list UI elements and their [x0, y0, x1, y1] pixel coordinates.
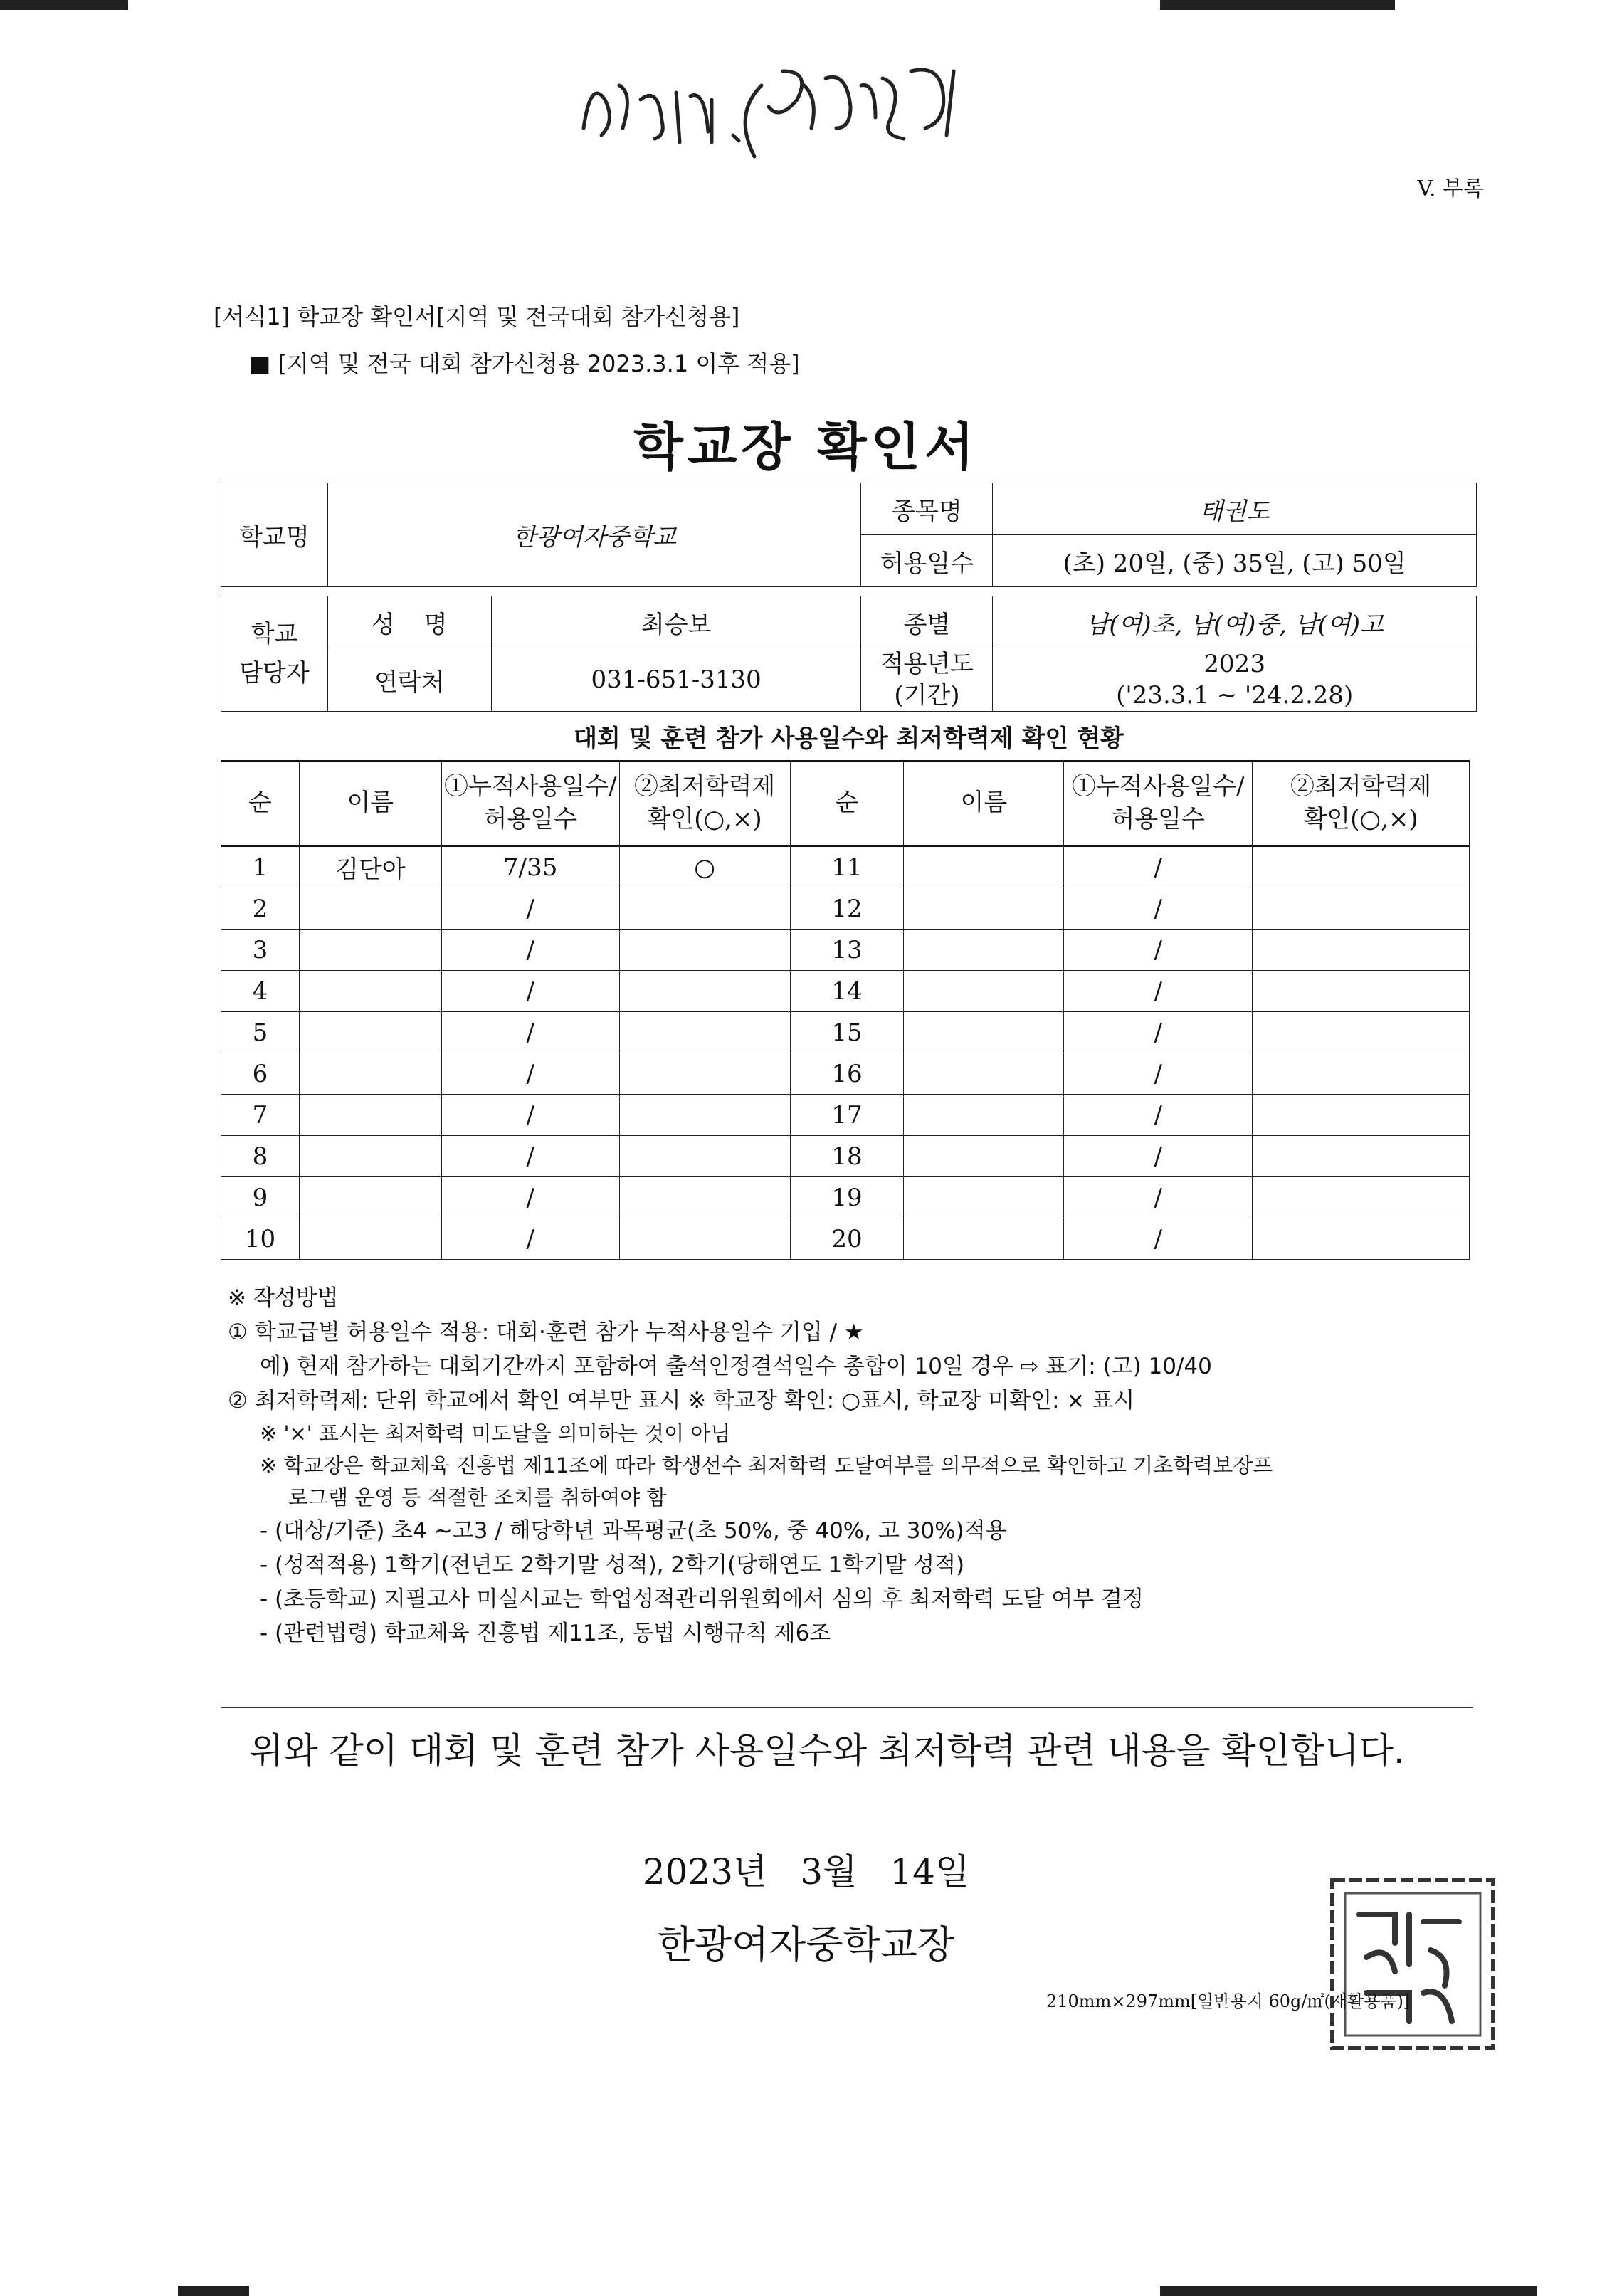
record-check [619, 1012, 790, 1053]
allowed-days-label: 허용일수 [861, 535, 993, 587]
record-no: 4 [221, 971, 300, 1012]
record-no: 20 [790, 1218, 904, 1260]
record-days: / [1064, 1095, 1253, 1136]
header-no: 순 [221, 762, 300, 846]
record-check [1253, 971, 1470, 1012]
allowed-days-value: (초) 20일, (중) 35일, (고) 50일 [993, 535, 1477, 587]
record-check [1253, 1218, 1470, 1260]
scan-edge-top-right [1160, 0, 1395, 10]
table-row [221, 971, 1470, 1012]
record-no: 5 [221, 1012, 300, 1053]
contact-label: 연락처 [327, 648, 491, 712]
record-no: 12 [790, 888, 904, 930]
record-check [1253, 888, 1470, 930]
event-label: 종목명 [861, 483, 993, 535]
principal-name: 한광여자중학교장 [657, 1922, 955, 1967]
record-days: / [441, 888, 619, 930]
table-row [221, 1053, 1470, 1095]
school-value: 한광여자중학교 [327, 483, 861, 587]
record-days: / [1064, 1177, 1253, 1218]
contact-value: 031-651-3130 [491, 648, 861, 712]
header-name: 이름 [299, 762, 441, 846]
record-name [904, 1218, 1064, 1260]
table-row [221, 1095, 1470, 1136]
record-no: 3 [221, 930, 300, 971]
record-days: / [1064, 846, 1253, 888]
record-check [619, 930, 790, 971]
table-row [221, 930, 1470, 971]
record-name [904, 1095, 1064, 1136]
record-check [1253, 1136, 1470, 1177]
record-no: 17 [790, 1095, 904, 1136]
status-title: 대회 및 훈련 참가 사용일수와 최저학력제 확인 현황 [574, 725, 1124, 753]
record-name [904, 1053, 1064, 1095]
notes-title: ※ 작성방법 [228, 1285, 339, 1311]
scan-edge-bottom-right [1160, 2286, 1537, 2296]
confirmation-text: 위와 같이 대회 및 훈련 참가 사용일수와 최저학력 관련 내용을 확인합니다. [249, 1730, 1405, 1771]
record-no: 14 [790, 971, 904, 1012]
header-days-2: ①누적사용일수/ 허용일수 [1064, 762, 1253, 846]
paper-spec: 210mm×297mm[일반용지 60g/㎡(재활용품)] [1046, 1991, 1411, 2011]
document-title: 학교장 확인서 [633, 417, 979, 477]
year-cell [993, 648, 1477, 712]
gender-label: 종별 [861, 596, 993, 648]
issue-date: 2023년 3월 14일 [642, 1851, 970, 1892]
record-name [299, 930, 441, 971]
record-no: 16 [790, 1053, 904, 1095]
record-days: / [1064, 1053, 1253, 1095]
record-days: / [1064, 1012, 1253, 1053]
record-name [904, 1177, 1064, 1218]
name-value: 최승보 [491, 596, 861, 648]
record-no: 13 [790, 930, 904, 971]
record-name [299, 1136, 441, 1177]
record-name [299, 888, 441, 930]
record-days: / [441, 1053, 619, 1095]
record-check [619, 1053, 790, 1095]
event-value: 태권도 [993, 483, 1477, 535]
header-check-2: ②최저학력제 확인(○,×) [1253, 762, 1470, 846]
scan-edge-bottom-left [178, 2286, 249, 2296]
manager-label: 학교 담당자 [221, 596, 328, 712]
record-name [299, 1177, 441, 1218]
record-days: / [1064, 971, 1253, 1012]
record-name [904, 846, 1064, 888]
official-seal [1324, 1872, 1502, 2057]
record-name [904, 1012, 1064, 1053]
record-check [619, 1095, 790, 1136]
record-days: / [441, 1095, 619, 1136]
record-check [619, 971, 790, 1012]
record-check [1253, 1012, 1470, 1053]
records-header-row [221, 762, 1470, 846]
record-no: 9 [221, 1177, 300, 1218]
record-no: 11 [790, 846, 904, 888]
table-row [221, 846, 1470, 888]
table-row [221, 1012, 1470, 1053]
record-check [619, 1136, 790, 1177]
header-name-2: 이름 [904, 762, 1064, 846]
notes-line-5: ※ 학교장은 학교체육 진흥법 제11조에 따라 학생선수 최저학력 도달여부를 의무적으로 확인하고 기초학력보장프 [260, 1453, 1273, 1478]
record-name [904, 971, 1064, 1012]
notes-line-1: ① 학교급별 허용일수 적용: 대회·훈련 참가 누적사용일수 기입 / ★ [228, 1320, 864, 1346]
record-days: / [441, 930, 619, 971]
notes-line-6: 로그램 운영 등 적절한 조치를 취하여야 함 [288, 1485, 667, 1510]
notes-line-10: - (관련법령) 학교체육 진흥법 제11조, 동법 시행규칙 제6조 [260, 1621, 831, 1647]
appendix-label: V. 부록 [1417, 177, 1484, 201]
record-days: / [441, 1177, 619, 1218]
record-days: / [441, 1012, 619, 1053]
record-no: 2 [221, 888, 300, 930]
record-check: ○ [619, 846, 790, 888]
header-days: ①누적사용일수/ 허용일수 [441, 762, 619, 846]
record-no: 19 [790, 1177, 904, 1218]
record-name [904, 1136, 1064, 1177]
writing-instructions [228, 1281, 1495, 1650]
info-table [221, 483, 1477, 712]
record-days: / [1064, 1218, 1253, 1260]
record-check [1253, 930, 1470, 971]
header-no-2: 순 [790, 762, 904, 846]
notes-line-7: - (대상/기준) 초4 ~고3 / 해당학년 과목평균(초 50%, 중 40%, 고 30%)적용 [260, 1518, 1007, 1544]
table-row [221, 888, 1470, 930]
form-note: ■ [지역 및 전국 대회 참가신청용 2023.3.1 이후 적용] [249, 350, 800, 377]
school-label: 학교명 [221, 483, 328, 587]
record-days: / [1064, 1136, 1253, 1177]
notes-line-2: 예) 현재 참가하는 대회기간까지 포함하여 출석인정결석일수 총합이 10일 경우 ⇨ 표기: (고) 10/40 [260, 1354, 1212, 1380]
record-check [619, 1177, 790, 1218]
record-check [1253, 846, 1470, 888]
record-name [299, 971, 441, 1012]
record-check [1253, 1095, 1470, 1136]
record-no: 8 [221, 1136, 300, 1177]
divider-line [221, 1707, 1473, 1708]
form-label: [서식1] 학교장 확인서[지역 및 전국대회 참가신청용] [214, 303, 740, 330]
header-check: ②최저학력제 확인(○,×) [619, 762, 790, 846]
table-row [221, 1177, 1470, 1218]
record-name [904, 888, 1064, 930]
gender-value: 남(여)초, 남(여)중, 남(여)고 [993, 596, 1477, 648]
table-row [221, 1218, 1470, 1260]
record-no: 15 [790, 1012, 904, 1053]
notes-line-8: - (성적적용) 1학기(전년도 2학기말 성적), 2학기(당해연도 1학기말 성적) [260, 1552, 965, 1579]
record-no: 7 [221, 1095, 300, 1136]
record-no: 6 [221, 1053, 300, 1095]
record-check [619, 1218, 790, 1260]
record-no: 1 [221, 846, 300, 888]
record-no: 18 [790, 1136, 904, 1177]
records-table [221, 760, 1470, 1260]
record-check [1253, 1053, 1470, 1095]
notes-line-9: - (초등학교) 지필고사 미실시교는 학업성적관리위원회에서 심의 후 최저학력 도달 여부 결정 [260, 1586, 1144, 1613]
record-name [299, 1012, 441, 1053]
record-days: / [1064, 930, 1253, 971]
scan-edge-top-left [0, 0, 128, 10]
record-days: / [441, 1218, 619, 1260]
record-no: 10 [221, 1218, 300, 1260]
record-days: / [1064, 888, 1253, 930]
record-days: / [441, 1136, 619, 1177]
record-name [904, 930, 1064, 971]
record-check [619, 888, 790, 930]
year-value: 2023 [1203, 650, 1265, 678]
record-name: 김단아 [299, 846, 441, 888]
notes-line-3: ② 최저학력제: 단위 학교에서 확인 여부만 표시 ※ 학교장 확인: ○표시, 학교장 미확인: × 표시 [228, 1388, 1135, 1414]
name-label: 성 명 [327, 596, 491, 648]
period-value: ('23.3.1 ~ '24.2.28) [1116, 681, 1354, 710]
notes-line-4: ※ '×' 표시는 최저학력 미도달을 의미하는 것이 아님 [260, 1421, 731, 1446]
record-name [299, 1218, 441, 1260]
record-days: / [441, 971, 619, 1012]
record-name [299, 1053, 441, 1095]
record-name [299, 1095, 441, 1136]
table-row [221, 1136, 1470, 1177]
record-days: 7/35 [441, 846, 619, 888]
year-label: 적용년도 (기간) [861, 648, 993, 712]
record-check [1253, 1177, 1470, 1218]
handwritten-note [569, 43, 1025, 164]
